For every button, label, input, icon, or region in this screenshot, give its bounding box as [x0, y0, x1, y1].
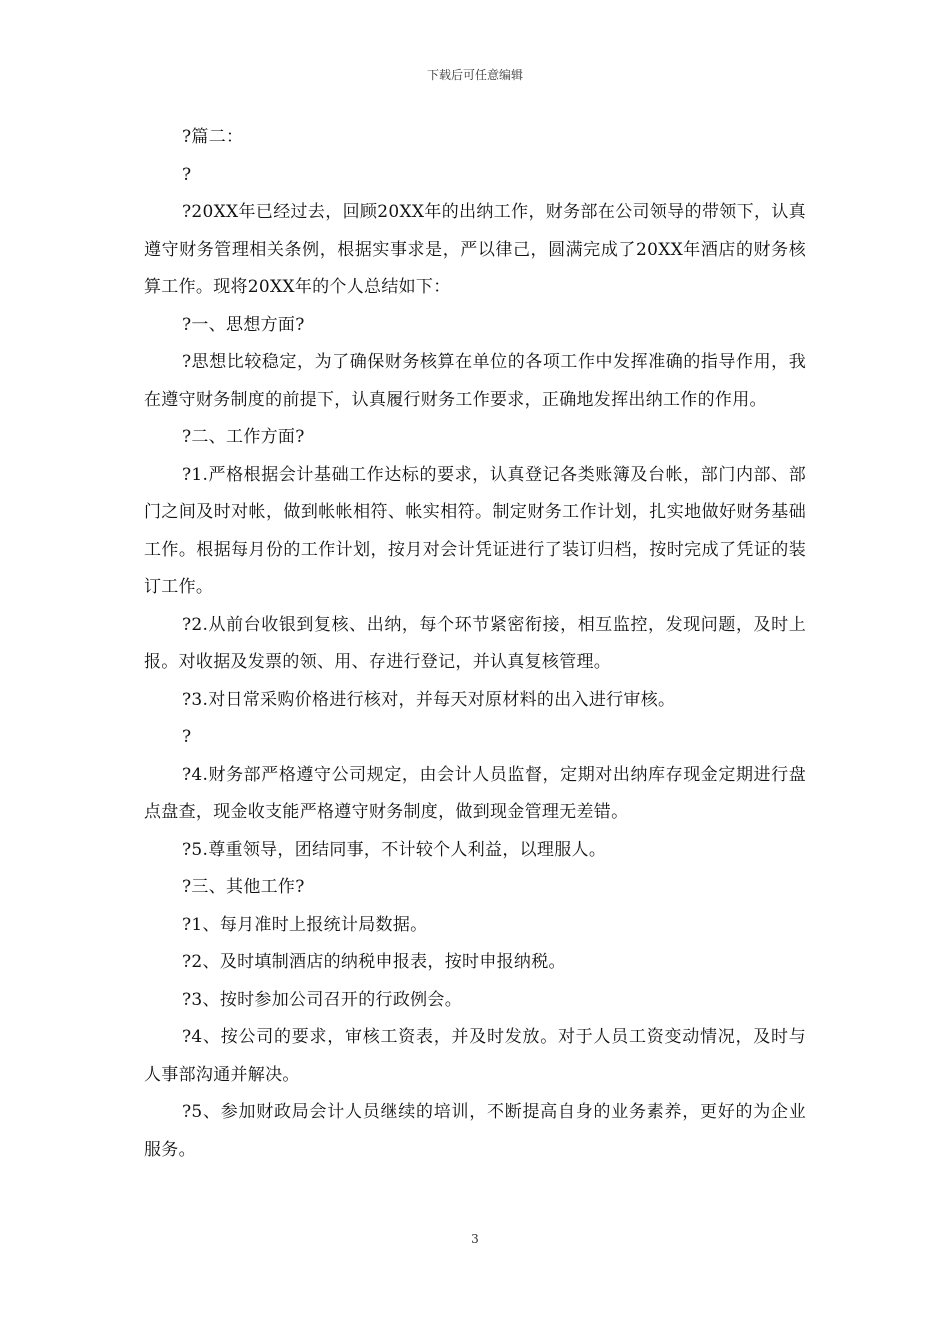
paragraph: ?20XX年已经过去，回顾20XX年的出纳工作，财务部在公司领导的带领下，认真遵守财务管理相关条例，根据实事求是，严以律己，圆满完成了20XX年酒店的财务核算工作。现将20XX年的个人总结如下：: [144, 202, 806, 297]
paragraph: ?3、按时参加公司召开的行政例会。: [182, 989, 463, 1010]
paragraph: ?: [182, 164, 192, 185]
paragraph: ?思想比较稳定，为了确保财务核算在单位的各项工作中发挥准确的指导作用，我在遵守财务制度的前提下，认真履行财务工作要求，正确地发挥出纳工作的作用。: [144, 352, 806, 410]
paragraph: ?5.尊重领导，团结同事，不计较个人利益，以理服人。: [182, 839, 607, 860]
section-title: ?篇二：: [182, 127, 244, 147]
paragraph: ?2、及时填制酒店的纳税申报表，按时申报纳税。: [182, 952, 566, 972]
paragraph: ?2.从前台收银到复核、出纳，每个环节紧密衔接，相互监控，发现问题，及时上报。对收据及发票的领、用、存进行登记，并认真复核管理。: [144, 614, 806, 672]
section-heading: ?一、思想方面?: [182, 314, 305, 335]
page-number: 3: [471, 1232, 479, 1246]
paragraph: ?1、每月准时上报统计局数据。: [182, 914, 428, 935]
document-body: [144, 119, 806, 1169]
paragraph: ?4.财务部严格遵守公司规定，由会计人员监督，定期对出纳库存现金定期进行盘点盘查，现金收支能严格遵守财务制度，做到现金管理无差错。: [144, 764, 806, 822]
paragraph: ?5、参加财政局会计人员继续的培训，不断提高自身的业务素养，更好的为企业服务。: [144, 1102, 806, 1160]
page-header: 下载后可任意编辑: [426, 68, 523, 82]
paragraph: ?1.严格根据会计基础工作达标的要求，认真登记各类账簿及台帐，部门内部、部门之间及时对帐，做到帐帐相符、帐实相符。制定财务工作计划，扎实地做好财务基础工作。根据每月份的工作计划，按月对会计凭证进行了装订归档，按时完成了凭证的装订工作。: [144, 464, 806, 597]
paragraph: ?4、按公司的要求，审核工资表，并及时发放。对于人员工资变动情况，及时与人事部沟通并解决。: [144, 1027, 806, 1085]
paragraph: ?: [182, 727, 192, 747]
section-heading: ?三、其他工作?: [182, 877, 305, 897]
paragraph: ?3.对日常采购价格进行核对，并每天对原材料的出入进行审核。: [182, 689, 676, 710]
section-heading: ?二、工作方面?: [182, 427, 305, 447]
